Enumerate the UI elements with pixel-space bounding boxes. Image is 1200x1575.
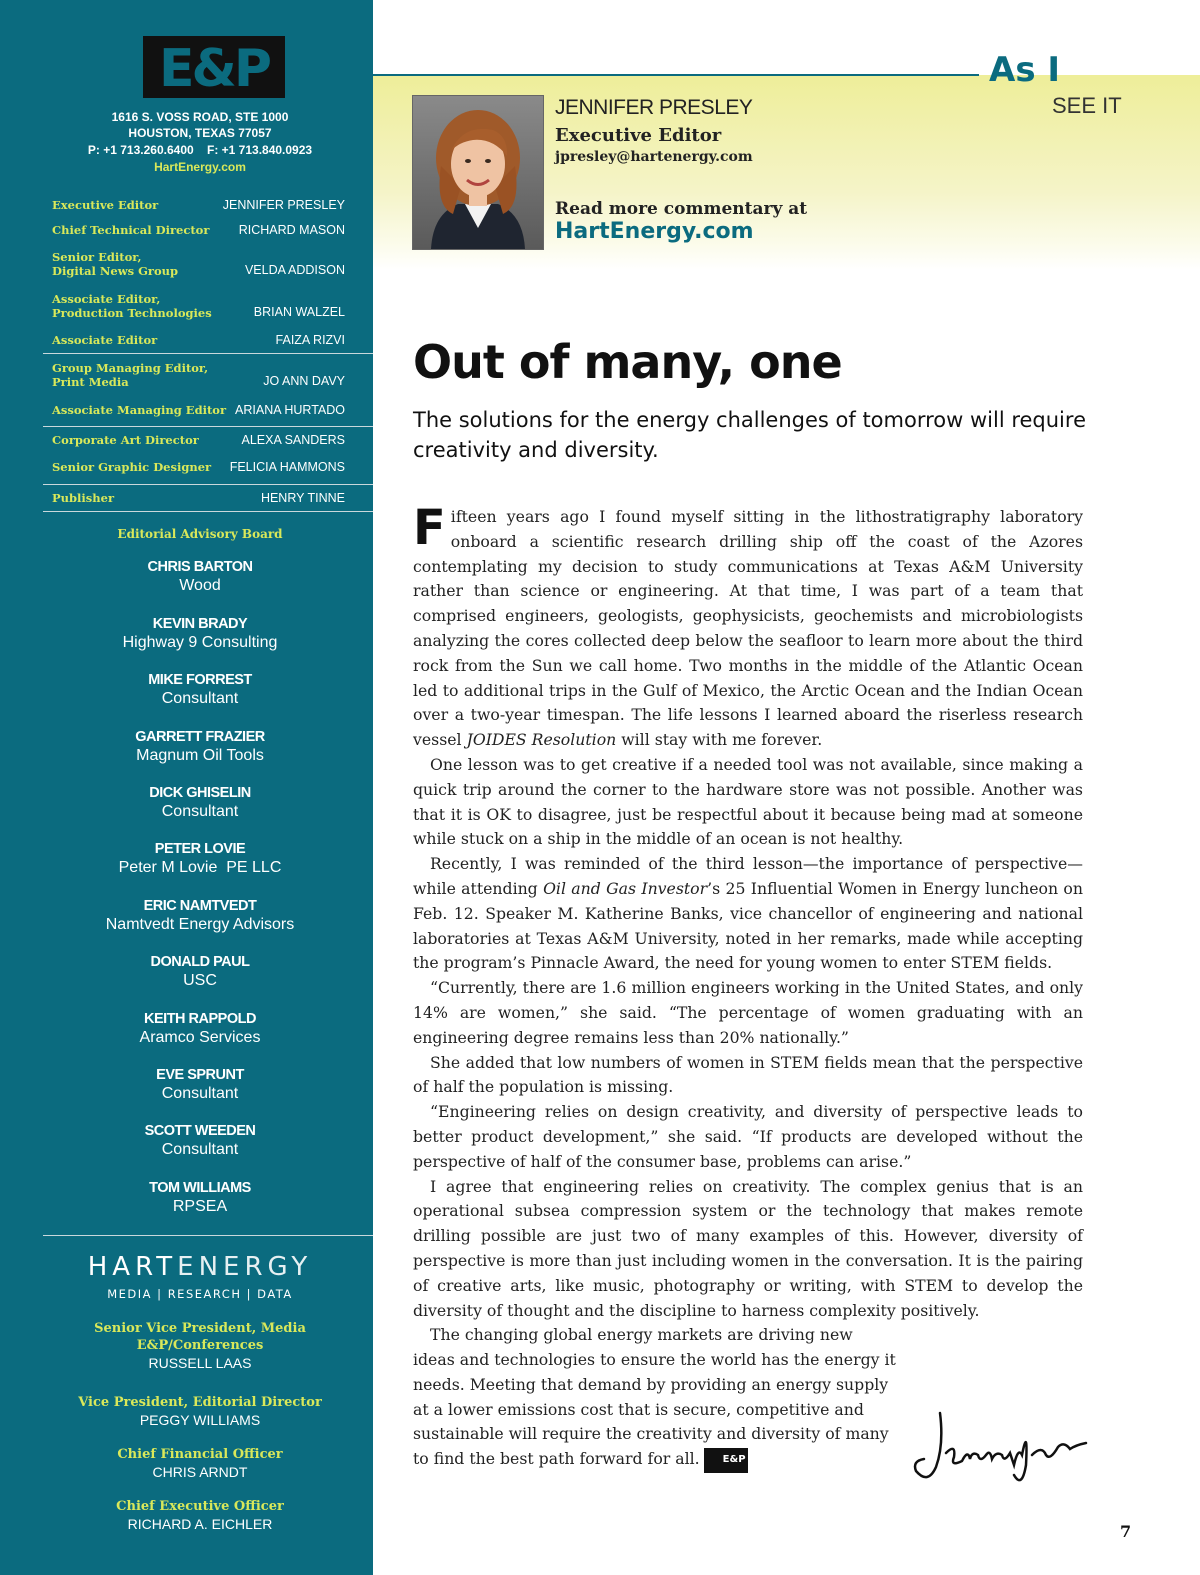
board-member <box>0 1066 400 1104</box>
board-member-name: TOM WILLIAMS <box>149 1180 251 1196</box>
masthead-role: Senior Editor, Digital News Group <box>52 250 179 278</box>
divider <box>43 511 373 512</box>
board-member-name: DONALD PAUL <box>150 954 250 970</box>
divider <box>43 426 373 427</box>
page-number: 7 <box>1120 1522 1132 1541</box>
masthead-name: JO ANN DAVY <box>263 374 345 388</box>
masthead-role: Associate Editor, Production Technologies <box>52 292 212 320</box>
hart-energy-logo <box>0 1252 400 1282</box>
executive-role: Senior Vice President, Media E&P/Conferences <box>94 1321 306 1353</box>
divider <box>43 353 373 354</box>
board-member-org: Consultant <box>161 1085 239 1102</box>
executive <box>0 1394 400 1429</box>
divider <box>43 1235 373 1236</box>
divider <box>43 484 373 485</box>
read-more-label: Read more commentary at <box>555 199 808 219</box>
board-member <box>0 1179 400 1217</box>
paragraph: One lesson was to get creative if a needed tool was not available, since making a quick trip around the corner to the hardware store was not possible. Another was that it is OK to disagree, just be respectful about it because being mad at someone while stuck on a ship in the middle of an ocean is not healthy. <box>413 754 1083 849</box>
executive-role: Vice President, Editorial Director <box>78 1395 322 1410</box>
masthead-name: FELICIA HAMMONS <box>229 460 345 474</box>
portrait-image <box>413 96 543 249</box>
address-line-1: 1616 S. VOSS ROAD, STE 1000 <box>111 110 289 124</box>
masthead-name: VELDA ADDISON <box>244 263 345 277</box>
phone-fax: P: +1 713.260.6400 F: +1 713.840.0923 <box>87 143 313 157</box>
end-mark: E&P <box>704 1448 748 1473</box>
board-member-name: DICK GHISELIN <box>149 785 251 801</box>
board-member-org: Consultant <box>161 690 239 707</box>
paragraph-text: ’s 25 Influential Women in Energy luncheon on Feb. 12. Speaker M. Katherine Banks, vice chancellor of engineering and national laboratories at Texas A&M University, noted in her remarks, made while accepting the program’s Pinnacle Award, the need for young women to enter STEM fields. <box>413 878 1083 973</box>
board-member-name: KEITH RAPPOLD <box>144 1011 256 1027</box>
paragraph: She added that low numbers of women in STEM fields mean that the perspective of half the population is missing. <box>413 1052 1083 1097</box>
paragraph <box>413 852 1083 976</box>
author-portrait <box>412 95 544 250</box>
hart-energy-tagline: MEDIA | RESEARCH | DATA <box>107 1287 293 1301</box>
board-member-name: KEVIN BRADY <box>152 616 248 632</box>
read-more-link[interactable]: HartEnergy.com <box>555 219 754 244</box>
board-member-org: Aramco Services <box>139 1029 261 1046</box>
author-title: Executive Editor <box>555 125 722 146</box>
paragraph-text: ifteen years ago I found myself sitting in the lithostratigraphy laboratory onboard a scientific research drilling ship off the coast of the Azores contemplating my decision to study communications at Texas A&M University rather than science or engineering. At that time, I was part of a team that comprised engineers, geologists, geophysicists, geochemists and microbiologists analyzing the cores collected deep below the seafloor to learn more about the third rock from the Sun we call home. Two months in the middle of the Atlantic Ocean led to additional trips in the Gulf of Mexico, the Arctic Ocean and the Indian Ocean over a two-year timespan. The life lessons I learned aboard the riserless research vessel <box>413 507 1083 750</box>
masthead-name: BRIAN WALZEL <box>253 305 345 319</box>
masthead-name: ARIANA HURTADO <box>235 403 345 417</box>
executive <box>0 1320 400 1372</box>
board-member <box>0 784 400 822</box>
executive-name: PEGGY WILLIAMS <box>139 1412 261 1428</box>
author-email[interactable]: jpresley@hartenergy.com <box>555 149 753 165</box>
masthead-role: Group Managing Editor, Print Media <box>52 361 209 389</box>
masthead-role: Chief Technical Director <box>52 223 210 237</box>
executive-role: Chief Financial Officer <box>117 1447 283 1462</box>
board-member-name: MIKE FORREST <box>148 672 252 688</box>
column-subtitle: SEE IT <box>1052 93 1122 118</box>
board-member <box>0 953 400 991</box>
masthead-name: RICHARD MASON <box>238 223 345 237</box>
executive <box>0 1498 400 1533</box>
board-member <box>0 840 400 878</box>
board-member-org: Peter M Lovie PE LLC <box>118 859 282 876</box>
board-member-name: EVE SPRUNT <box>156 1067 244 1083</box>
masthead-name: ALEXA SANDERS <box>241 433 345 447</box>
paragraph: I agree that engineering relies on creativity. The complex genius that is an operational subsea compression system or the technology that makes remote drilling possible are just two of many examples of this. However, diversity of perspective is more than just including women in the conversation. It is the pairing of creative arts, like music, photography or writing, with STEM to develop the diversity of thought and the discipline to harness complexity positively. <box>413 1176 1083 1320</box>
publication-name: Oil and Gas Investor <box>543 878 708 898</box>
board-member-org: Consultant <box>161 1141 239 1158</box>
masthead-role: Senior Graphic Designer <box>52 460 212 474</box>
board-member <box>0 728 400 766</box>
hart-logo-light: ENERGY <box>177 1252 313 1282</box>
masthead-role: Associate Managing Editor <box>52 403 227 417</box>
article-body <box>413 500 1083 1473</box>
author-signature <box>910 1405 1090 1490</box>
board-member-org: USC <box>183 972 217 989</box>
board-member-name: SCOTT WEEDEN <box>144 1123 256 1139</box>
board-member-name: ERIC NAMTVEDT <box>143 898 257 914</box>
ep-logo <box>143 36 285 98</box>
paragraph-text: will stay with me forever. <box>616 730 823 750</box>
masthead-name: JENNIFER PRESLEY <box>222 198 345 212</box>
board-member <box>0 1122 400 1160</box>
author-name: JENNIFER PRESLEY <box>555 96 753 119</box>
executive-name: CHRIS ARNDT <box>152 1464 248 1480</box>
svg-text:E&P: E&P <box>159 39 269 98</box>
executive-name: RICHARD A. EICHLER <box>127 1516 273 1532</box>
board-member-name: PETER LOVIE <box>154 841 246 857</box>
vessel-name: JOIDES Resolution <box>466 730 617 750</box>
article-deck: The solutions for the energy challenges of tomorrow will require creativity and diversity. <box>413 408 1086 462</box>
paragraph-text: Recently, I was reminded of the third lesson—the importance of perspective—while attending <box>413 854 1083 898</box>
masthead-role: Corporate Art Director <box>52 433 199 447</box>
hart-logo-bold: HART <box>87 1252 178 1282</box>
executive-role: Chief Executive Officer <box>116 1499 284 1514</box>
paragraph <box>413 1323 898 1472</box>
paragraph: “Engineering relies on design creativity, and diversity of perspective leads to better product development,” she said. “If products are developed without the perspective of half of the consumer base, problems can arise.” <box>413 1102 1083 1171</box>
article-headline: Out of many, one <box>413 335 842 389</box>
masthead-sidebar <box>0 0 373 1575</box>
website-link[interactable]: HartEnergy.com <box>154 160 246 174</box>
board-member-org: Namtvedt Energy Advisors <box>105 916 295 933</box>
header-rule <box>373 74 979 76</box>
board-member <box>0 671 400 709</box>
board-member <box>0 558 400 596</box>
masthead-role: Publisher <box>52 491 114 505</box>
board-member-name: CHRIS BARTON <box>147 559 253 575</box>
board-member <box>0 897 400 935</box>
executive <box>0 1446 400 1481</box>
drop-cap: F <box>413 500 446 556</box>
board-member-name: GARRETT FRAZIER <box>135 729 265 745</box>
advisory-board-title: Editorial Advisory Board <box>117 527 283 541</box>
board-member <box>0 1010 400 1048</box>
board-member-org: Highway 9 Consulting <box>122 634 278 651</box>
masthead-role: Executive Editor <box>52 198 159 212</box>
board-member <box>0 615 400 653</box>
executive-name: RUSSELL LAAS <box>148 1355 252 1371</box>
board-member-org: Consultant <box>161 803 239 820</box>
paragraph: “Currently, there are 1.6 million engineers working in the United States, and only 14% are women,” she said. “The percentage of women graduating with an engineering degree remains less than 20% nationally.” <box>413 978 1083 1047</box>
paragraph-text: The changing global energy markets are driving new ideas and technologies to ensure the world has the energy it needs. Meeting that demand by providing an energy supply at a lower emissions cost that is secure, competitive and sustainable will require the creativity and diversity of many to find the best path forward for all. <box>413 1325 896 1469</box>
masthead-name: HENRY TINNE <box>260 491 345 505</box>
board-member-org: Wood <box>179 577 221 594</box>
board-member-org: RPSEA <box>172 1198 228 1215</box>
address-line-2: HOUSTON, TEXAS 77057 <box>128 126 272 140</box>
masthead-name: FAIZA RIZVI <box>275 333 345 347</box>
board-member-org: Magnum Oil Tools <box>136 747 264 764</box>
column-title: As I <box>989 50 1061 90</box>
masthead-role: Associate Editor <box>52 333 158 347</box>
paragraph <box>413 500 1083 753</box>
